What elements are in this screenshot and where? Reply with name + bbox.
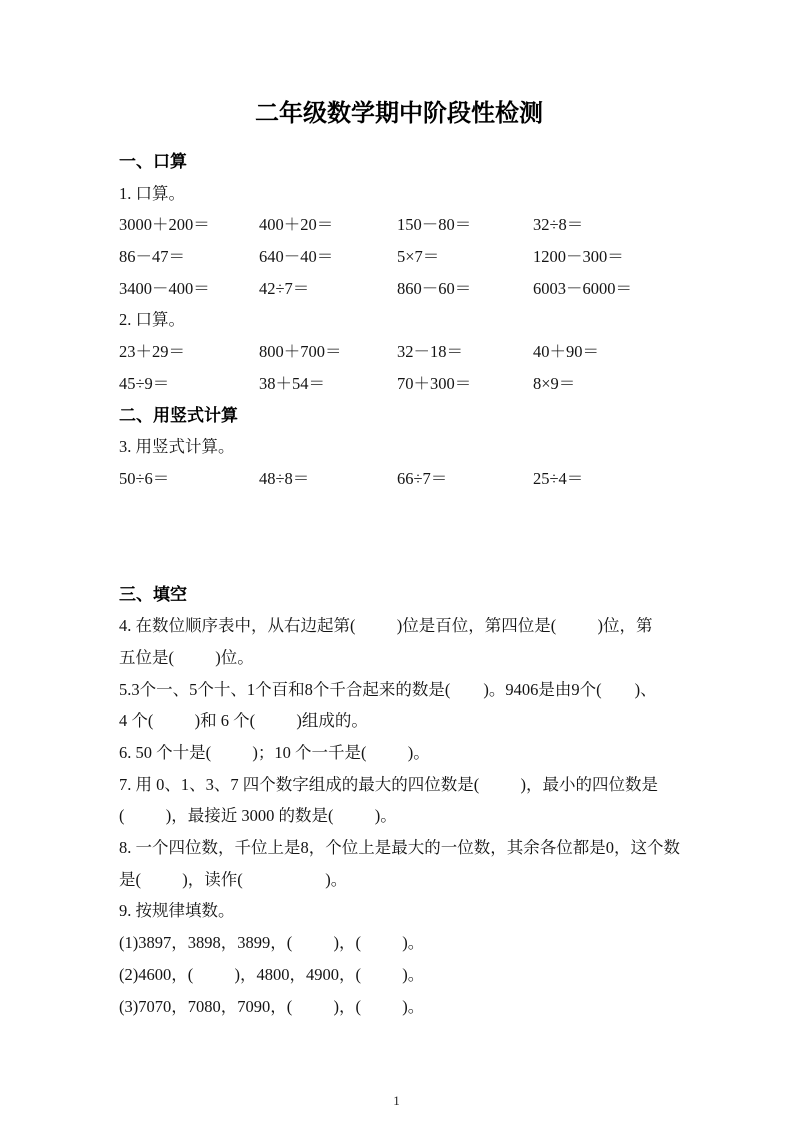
document-title: 二年级数学期中阶段性检测 [255,100,543,127]
question5-line: 4 个( )和 6 个( )组成的。 [119,711,368,731]
math-problem: 86－47＝ [119,247,185,267]
question7-line: 7. 用 0、1、3、7 四个数字组成的最大的四位数是( )，最小的四位数是 [119,774,658,794]
math-problem: 42÷7＝ [259,278,310,298]
math-problem: 3000＋200＝ [119,215,210,235]
oral-row [119,241,679,273]
math-problem: 70＋300＝ [397,373,472,393]
document-body [119,0,679,1022]
section3-heading: 三、填空 [119,584,187,604]
workspace-gap [119,495,679,579]
math-problem: 40＋90＝ [533,342,599,362]
math-problem: 45÷9＝ [119,373,170,393]
question4-line: 4. 在数位顺序表中，从右边起第( )位是百位，第四位是( )位，第 [119,616,653,636]
math-problem: 32÷8＝ [533,215,584,235]
question9-item: (1)3897，3898，3899，( )，( )。 [119,933,425,953]
question1-label: 1. 口算。 [119,183,185,203]
section1-heading: 一、口算 [119,152,187,171]
column-calc-row [119,463,679,495]
math-problem: 150－80＝ [397,215,472,235]
math-problem: 400＋20＝ [259,215,334,235]
section2-heading: 二、用竖式计算 [119,405,238,425]
question5-line: 5.3个一、5个十、1个百和8个千合起来的数是( )。9406是由9个( )、 [119,679,657,699]
oral-row [119,336,679,368]
question9-item: (2)4600，( )，4800，4900，( )。 [119,964,425,984]
question8-line: 是( )，读作( )。 [119,869,348,889]
question7-line: ( )，最接近 3000 的数是( )。 [119,806,397,826]
math-problem: 800＋700＝ [259,342,342,362]
oral-row [119,209,679,241]
question2-label: 2. 口算。 [119,310,185,330]
math-problem: 23＋29＝ [119,342,185,362]
question3-label: 3. 用竖式计算。 [119,437,235,457]
math-problem: 5×7＝ [397,247,440,267]
math-problem: 640－40＝ [259,247,334,267]
math-problem: 66÷7＝ [397,468,448,488]
oral-row [119,368,679,400]
question4-line: 五位是( )位。 [119,647,254,667]
math-problem: 1200－300＝ [533,247,624,267]
math-problem: 8×9＝ [533,373,576,393]
math-problem: 3400－400＝ [119,278,210,298]
math-problem: 6003－6000＝ [533,278,632,298]
math-problem: 25÷4＝ [533,468,584,488]
question9-label: 9. 按规律填数。 [119,901,235,921]
question6-line: 6. 50 个十是( )；10 个一千是( )。 [119,743,430,762]
question9-item: (3)7070，7080，7090，( )，( )。 [119,996,425,1016]
math-problem: 32－18＝ [397,342,463,362]
math-problem: 38＋54＝ [259,373,325,393]
math-problem: 860－60＝ [397,278,472,298]
question8-line: 8. 一个四位数，千位上是8，个位上是最大的一位数，其余各位都是0，这个数 [119,838,680,858]
oral-row [119,273,679,305]
math-problem: 50÷6＝ [119,468,170,488]
page-number: 1 [393,1093,400,1108]
math-problem: 48÷8＝ [259,468,310,488]
